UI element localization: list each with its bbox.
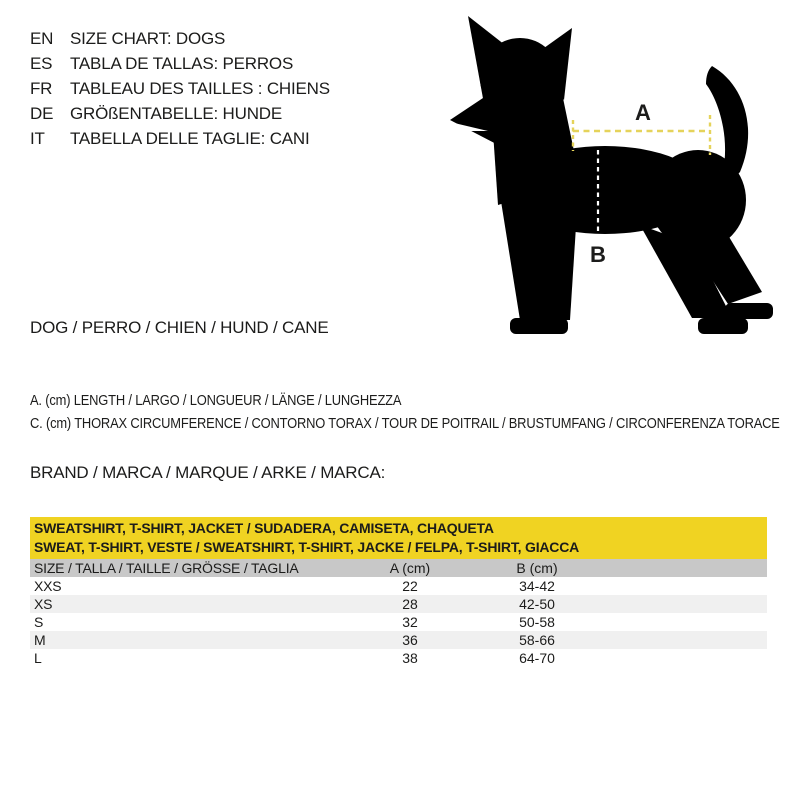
b-cell: 58-66: [519, 632, 555, 648]
b-cell: 34-42: [519, 578, 555, 594]
col-header-size: SIZE / TALLA / TAILLE / GRÖSSE / TAGLIA: [34, 560, 299, 576]
b-cell: 50-58: [519, 614, 555, 630]
brand-label: BRAND / MARCA / MARQUE / ARKE / MARCA:: [30, 463, 386, 482]
lang-label: SIZE CHART: DOGS: [70, 29, 226, 48]
lang-label: TABLA DE TALLAS: PERROS: [70, 54, 294, 73]
b-cell: 64-70: [519, 650, 555, 666]
size-cell: L: [34, 650, 42, 666]
language-title-list: [30, 26, 330, 151]
table-column-header-row: [30, 559, 767, 577]
measure-label-a: A: [635, 100, 651, 125]
dog-far-rear-foot: [725, 303, 773, 319]
lang-code: DE: [30, 104, 54, 123]
measurement-line-c: [30, 413, 800, 436]
dog-measurement-figure: [440, 0, 800, 340]
measure-label-b: B: [590, 242, 606, 267]
lang-code: EN: [30, 29, 54, 48]
lang-row-fr: [30, 76, 330, 101]
table-title-line2: SWEAT, T-SHIRT, VESTE / SWEATSHIRT, T-SHIRT, JACKE / FELPA, T-SHIRT, GIACCA: [34, 539, 580, 555]
lang-label: TABELLA DELLE TAGLIE: CANI: [70, 129, 310, 148]
table-title-line1: SWEATSHIRT, T-SHIRT, JACKET / SUDADERA, CAMISETA, CHAQUETA: [34, 520, 494, 536]
lang-row-de: [30, 101, 330, 126]
measurement-line-c-text: C. (cm) THORAX CIRCUMFERENCE / CONTORNO TORAX / TOUR DE POITRAIL / BRUSTUMFANG / CIRCONFERENZA TORACE: [30, 416, 780, 432]
a-cell: 36: [402, 632, 418, 648]
table-row-xs: [30, 595, 767, 613]
table-row-s: [30, 613, 767, 631]
col-header-a: A (cm): [389, 560, 431, 576]
measurement-definitions: [30, 390, 800, 436]
b-cell: 42-50: [519, 596, 555, 612]
size-cell: S: [34, 614, 44, 630]
table-row-m: [30, 631, 767, 649]
a-cell: 28: [402, 596, 418, 612]
dog-front-leg: [500, 195, 578, 320]
lang-row-en: [30, 26, 330, 51]
lang-row-it: [30, 126, 330, 151]
table-row-l: [30, 649, 767, 667]
species-label: DOG / PERRO / CHIEN / HUND / CANE: [30, 318, 329, 337]
dog-silhouette: [450, 16, 773, 334]
a-cell: 32: [402, 614, 418, 630]
lang-code: IT: [30, 129, 45, 148]
dog-rear-foot: [698, 318, 748, 334]
size-table: [30, 517, 767, 667]
measurement-line-a-text: A. (cm) LENGTH / LARGO / LONGUEUR / LÄNGE / LUNGHEZZA: [30, 393, 402, 409]
lang-code: FR: [30, 79, 53, 98]
lang-code: ES: [30, 54, 53, 73]
size-cell: XXS: [34, 578, 62, 594]
lang-label: GRÖßENTABELLE: HUNDE: [70, 104, 283, 123]
size-cell: M: [34, 632, 46, 648]
table-row-xxs: [30, 577, 767, 595]
table-title-banner: [30, 517, 767, 559]
a-cell: 38: [402, 650, 418, 666]
lang-label: TABLEAU DES TAILLES : CHIENS: [70, 79, 330, 98]
lang-row-es: [30, 51, 330, 76]
measurement-line-a: [30, 390, 800, 413]
col-header-b: B (cm): [516, 560, 558, 576]
a-cell: 22: [402, 578, 418, 594]
dog-front-foot: [510, 318, 568, 334]
size-cell: XS: [34, 596, 53, 612]
